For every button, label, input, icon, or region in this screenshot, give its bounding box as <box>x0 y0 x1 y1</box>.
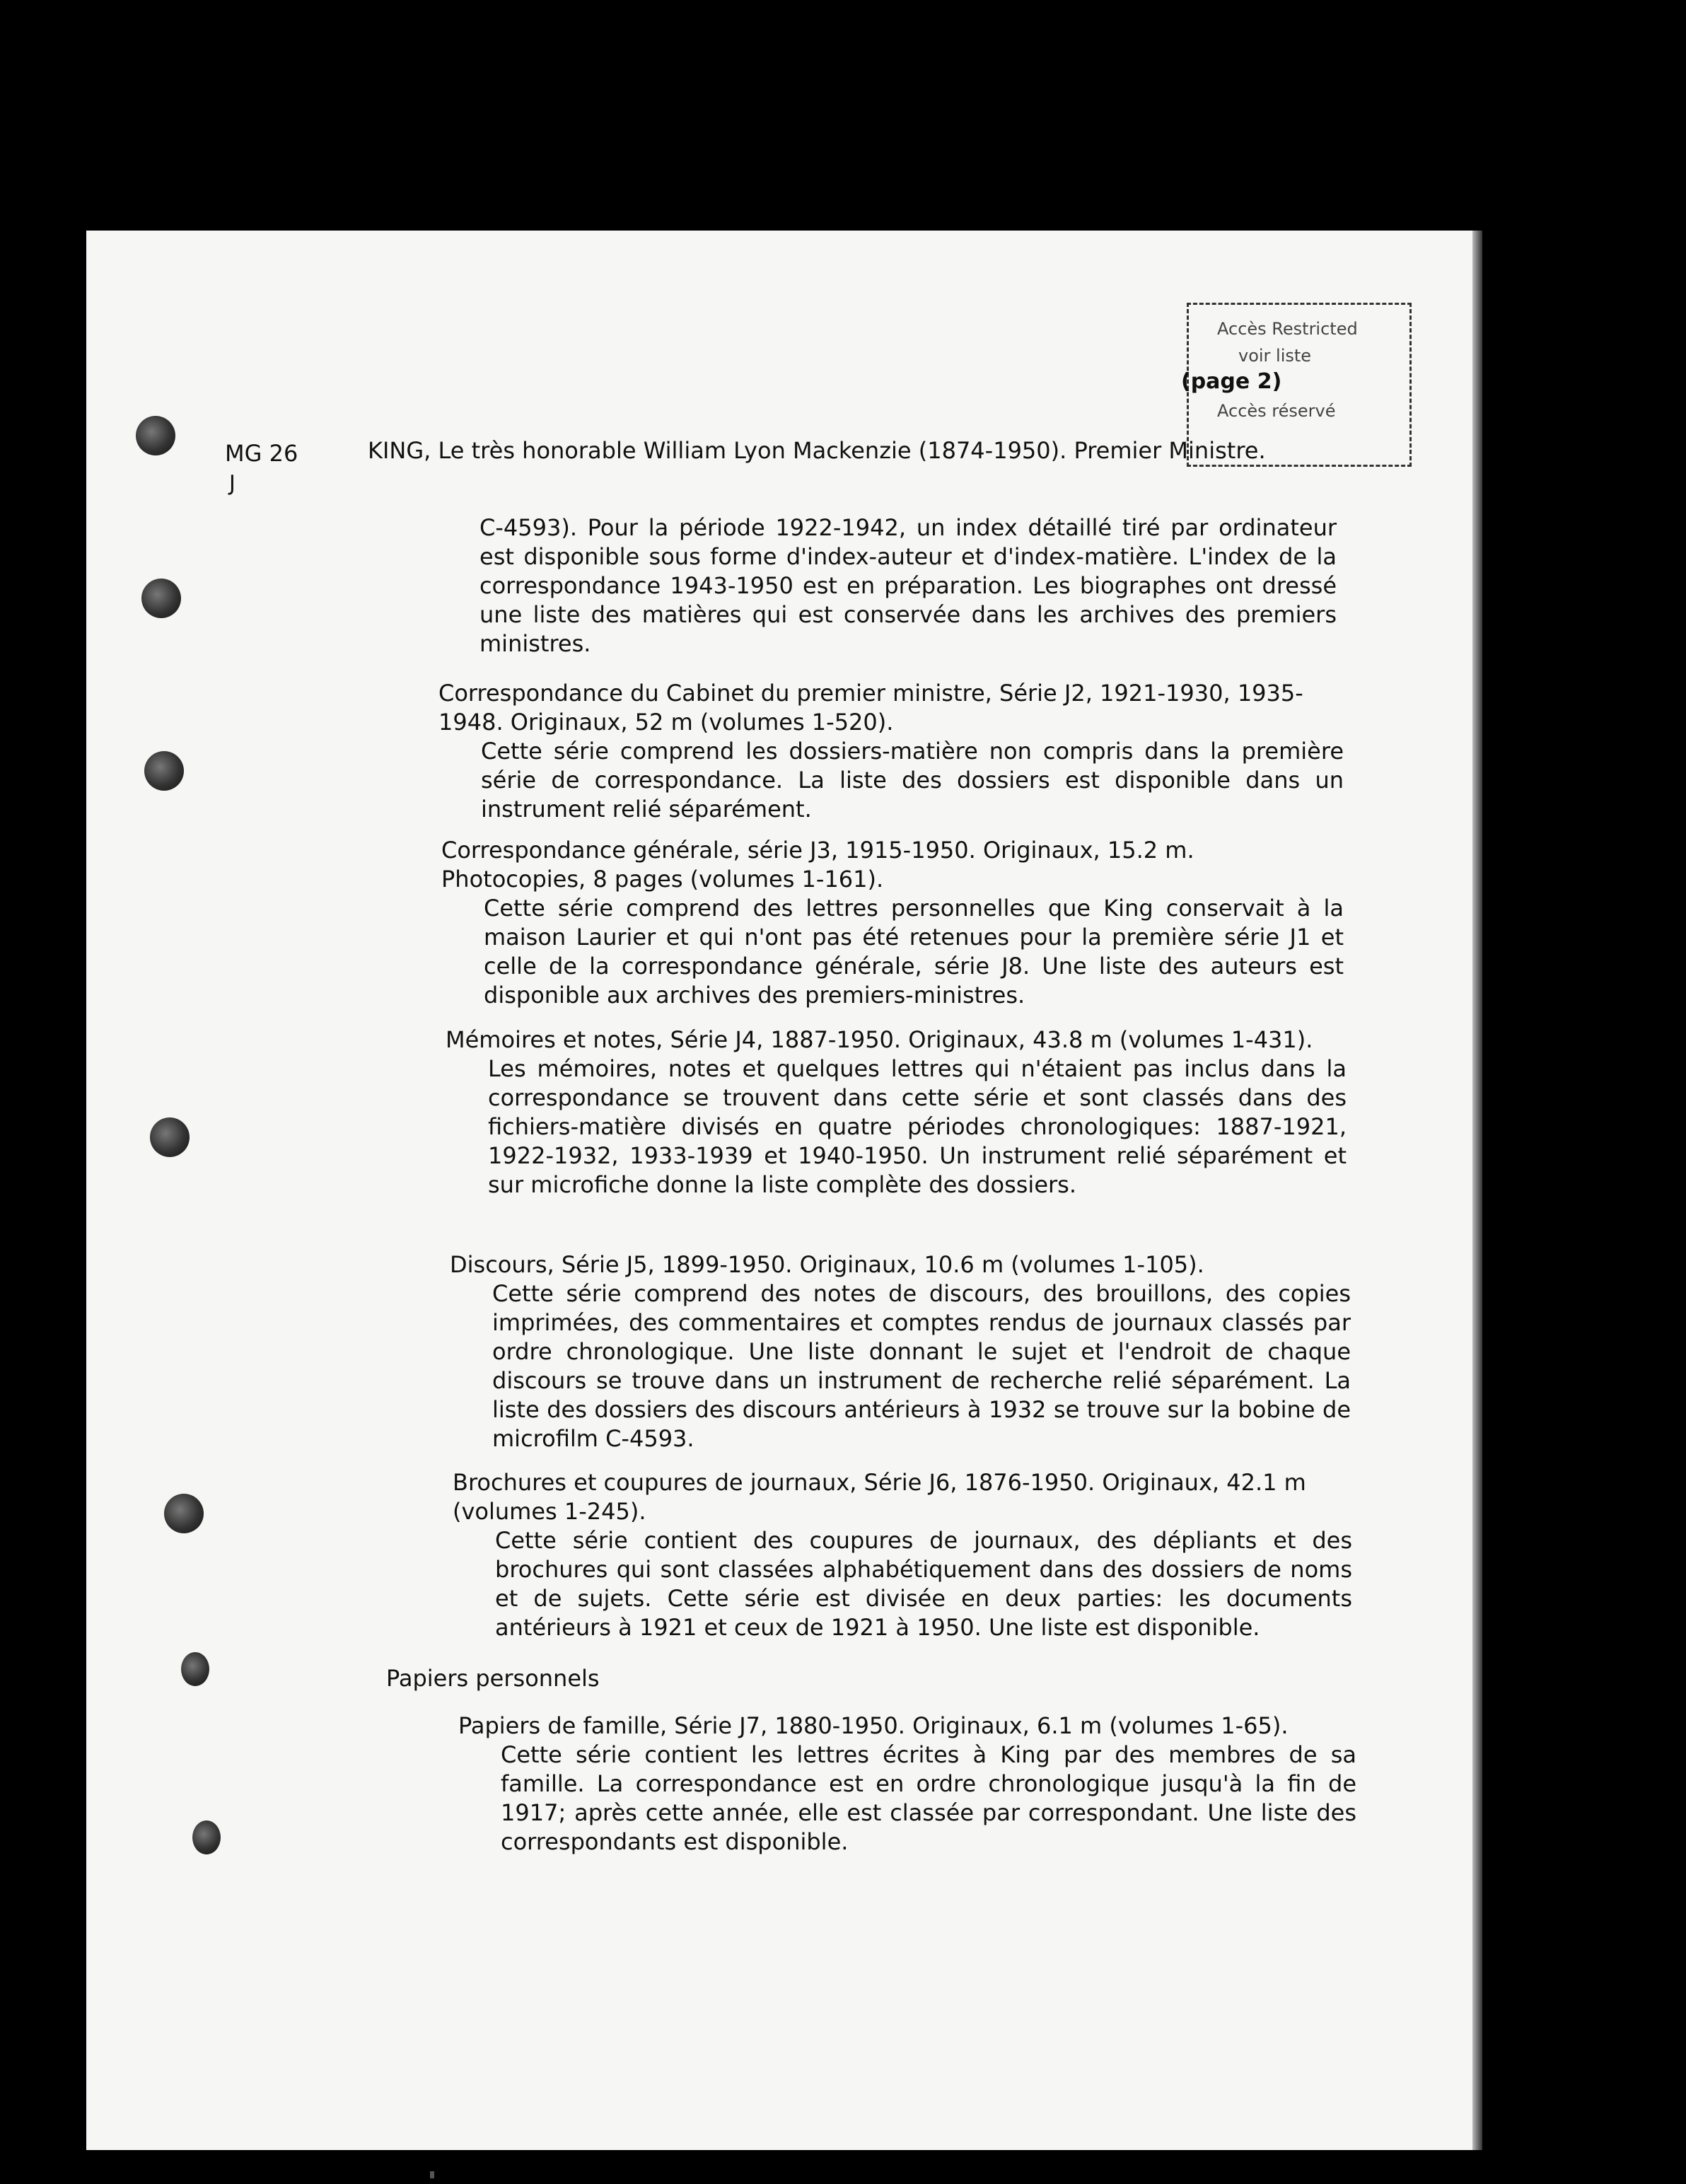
series-entry-j3 <box>441 836 1344 1010</box>
entry-heading: Papiers de famille, Série J7, 1880-1950. Originaux, 6.1 m (volumes 1-65). <box>458 1712 1289 1739</box>
stamp-line-3: Accès réservé <box>1217 401 1336 421</box>
entry-description: Cette série comprend des notes de discours, des brouillons, des copies imprimées, des commentaires et comptes rendus de journaux classés par ordre chronologique. Une liste donnant le sujet et l'endroit de chaque discours se trouve dans un instrument de recherche relié séparément. La liste des dossiers des discours antérieurs à 1932 se trouve sur la bobine de microfilm C-4593. <box>492 1280 1351 1452</box>
punch-hole-icon <box>150 1117 190 1157</box>
entry-description: Cette série contient des coupures de journaux, des dépliants et des brochures qui sont classées alphabétiquement dans des dossiers de noms et de sujets. Cette série est divisée en deux parties: les documents antérieurs à 1921 et ceux de 1921 à 1950. Une liste est disponible. <box>495 1527 1352 1641</box>
page-number: (page 2) <box>1181 369 1282 394</box>
punch-hole-icon <box>181 1652 209 1686</box>
series-entry-j5 <box>450 1250 1351 1453</box>
series-entry-j6 <box>453 1468 1352 1642</box>
document-heading: KING, Le très honorable William Lyon Mackenzie (1874-1950). Premier Ministre. <box>368 437 1266 464</box>
series-entry-j2 <box>438 679 1344 824</box>
entry-heading: Mémoires et notes, Série J4, 1887-1950. Originaux, 43.8 m (volumes 1-431). <box>446 1026 1313 1053</box>
entry-heading: Brochures et coupures de journaux, Série J6, 1876-1950. Originaux, 42.1 m (volumes 1-245). <box>453 1469 1306 1525</box>
entry-heading: Correspondance du Cabinet du premier ministre, Série J2, 1921-1930, 1935-1948. Originaux, 52 m (volumes 1-520). <box>438 680 1303 736</box>
entry-heading: Discours, Série J5, 1899-1950. Originaux, 10.6 m (volumes 1-105). <box>450 1251 1204 1278</box>
scan-speck <box>430 2171 434 2178</box>
section-heading-personal-papers: Papiers personnels <box>386 1665 600 1692</box>
entry-heading: Correspondance générale, série J3, 1915-1950. Originaux, 15.2 m. Photocopies, 8 pages (volumes 1-161). <box>441 837 1194 893</box>
punch-hole-icon <box>192 1820 221 1854</box>
entry-description: Les mémoires, notes et quelques lettres qui n'étaient pas inclus dans la correspondance se trouvent dans cette série et sont classés dans des fichiers-matière divisés en quatre périodes chronologiques: 1887-1921, 1922-1932, 1933-1939 et 1940-1950. Un instrument relié séparément et sur microfiche donne la liste complète des dossiers. <box>488 1055 1347 1198</box>
entry-description: Cette série comprend les dossiers-matière non compris dans la première série de correspondance. La liste des dossiers est disponible dans un instrument relié séparément. <box>481 738 1344 823</box>
intro-paragraph: C-4593). Pour la période 1922-1942, un index détaillé tiré par ordinateur est disponible sous forme d'index-auteur et d'index-matière. L'index de la correspondance 1943-1950 est en préparation. Les biographes ont dressé une liste des matières qui est conservée dans les archives des premiers ministres. <box>479 514 1337 657</box>
entry-description: Cette série comprend des lettres personnelles que King conservait à la maison Laurier et qui n'ont pas été retenues pour la première série J1 et celle de la correspondance générale, série J8. Une liste des auteurs est disponible aux archives des premiers-ministres. <box>484 895 1344 1009</box>
series-entry-j7 <box>458 1712 1356 1857</box>
series-letter: J <box>229 471 236 496</box>
stamp-line-1: Accès Restricted <box>1217 319 1358 339</box>
entry-description: Cette série contient les lettres écrites à King par des membres de sa famille. La correspondance est en ordre chronologique jusqu'à la fin de 1917; après cette année, elle est classée par correspondant. Une liste des correspondants est disponible. <box>501 1741 1356 1855</box>
series-entry-j4 <box>446 1026 1347 1200</box>
punch-hole-icon <box>136 416 175 455</box>
punch-hole-icon <box>144 751 184 791</box>
page-edge-shadow <box>1472 231 1482 2150</box>
punch-hole-icon <box>164 1494 204 1533</box>
stamp-line-2: voir liste <box>1238 346 1312 366</box>
manuscript-group-code: MG 26 <box>225 440 298 467</box>
punch-hole-icon <box>141 579 181 618</box>
